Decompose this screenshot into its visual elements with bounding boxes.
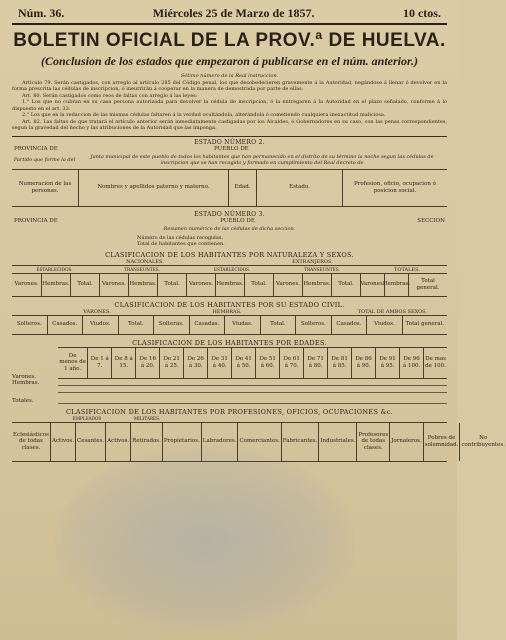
- column-header: Jornaleros.: [389, 423, 423, 461]
- decree-paragraph: Art. 80. Serán castigados como reos de faltas con arreglo á las leyes:: [22, 92, 198, 99]
- form-2-description: Junta municipal de este pueblo de todos los habitantes que han permanecido en el distrito de su término la noche segun las cédulas de inscripcion que se han recogido y formado en cumplimiento del Real decreto de: [90, 153, 434, 166]
- column-header: Comerciantes.: [237, 423, 280, 461]
- civil-table: [12, 301, 447, 335]
- state-3-label: ESTADO NÚMERO 3.: [194, 210, 265, 218]
- issue-date: Miércoles 25 de Marzo de 1857.: [152, 6, 315, 20]
- column-header: Retirados.: [130, 423, 162, 461]
- column-header: Activos.: [50, 423, 75, 461]
- column-header: Total.: [118, 316, 154, 334]
- table-heading: CLASIFICACION DE LOS HABITANTES POR NATURALEZA Y SEXOS.: [105, 250, 354, 259]
- column-header: Industriales.: [318, 423, 356, 461]
- state-2-label: ESTADO NÚMERO 2.: [194, 138, 265, 146]
- decree-paragraph: 2.° Los que en la redaccion de las mismas cédulas faltaren á la verdad ocultándola, alterándola ó cometiendo cualquiera inexactitud maliciosa.: [22, 112, 386, 118]
- row-label: Totales.: [12, 397, 34, 404]
- column-header: Hembras.: [302, 274, 331, 296]
- table-heading: CLASIFICACION DE LOS HABITANTES POR EDADES.: [132, 338, 327, 347]
- column-header: De 1 á 7.: [87, 348, 111, 378]
- column-header: Varones.: [360, 274, 384, 296]
- column-header: Total.: [260, 316, 296, 334]
- form-2-columns: [12, 169, 447, 207]
- profession-columns: [12, 422, 505, 462]
- party-label: Partido que forme la del: [13, 156, 76, 163]
- column-header: Cesantes.: [75, 423, 105, 461]
- group-label: EMPLEADOS: [72, 415, 102, 421]
- stamp-watermark: [55, 445, 355, 635]
- column-header: Total.: [157, 274, 186, 296]
- newspaper-subtitle: (Conclusion de los estados que empezaron á publicarse en el núm. anterior.): [40, 54, 419, 68]
- section-label: SECCION: [417, 217, 445, 224]
- column-header: De 41 á 50.: [231, 348, 255, 378]
- column-header: Casados.: [47, 316, 83, 334]
- civil-columns: [12, 315, 447, 335]
- column-header: De mas de 100.: [423, 348, 447, 378]
- column-header: De 31 á 40.: [207, 348, 231, 378]
- column-header: Total.: [244, 274, 273, 296]
- profession-table: [12, 407, 505, 462]
- decree-paragraph: 1.° Los que no cubran en su casa persona autorizada para devolver la cédula de inscripcion, ó la entregaren á la Autoridad en el plazo señalado, conforme á lo dispuesto en el art. 33.: [12, 99, 447, 112]
- issue-price: 10 ctos.: [402, 6, 441, 20]
- column-header: Hembras.: [128, 274, 157, 296]
- column-header: Nombres y apellidos paterno y materno.: [78, 170, 228, 206]
- row-label: Varones.: [12, 373, 37, 380]
- column-header: Activos.: [105, 423, 130, 461]
- newspaper-title: BOLETIN OFICIAL DE LA PROV.ª DE HUELVA.: [13, 30, 446, 51]
- column-header: De 8 á 15.: [111, 348, 135, 378]
- column-header: De 26 á 30.: [183, 348, 207, 378]
- column-header: Varones.: [14, 281, 39, 288]
- column-header: De 71 á 80.: [303, 348, 327, 378]
- issue-number: Núm. 36.: [18, 6, 65, 20]
- column-header: Hembras.: [215, 274, 244, 296]
- count-line: Número de las cédulas recogidas.: [137, 234, 223, 241]
- column-header: Hembras.: [41, 274, 70, 296]
- subgroup-label: ESTABLECIDOS.: [36, 266, 73, 272]
- column-header: Profesores de todas clases.: [356, 423, 389, 461]
- column-header: De 51 á 60.: [255, 348, 279, 378]
- column-header: Propietarios.: [162, 423, 201, 461]
- column-header: Profesion, oficio, ocupacion ó posicion social.: [342, 170, 447, 206]
- column-header: Total general.: [408, 274, 447, 296]
- column-header: Casadas.: [189, 316, 225, 334]
- column-header: Estado.: [256, 170, 342, 206]
- decree-heading: Sétimo número de la Real instruccion.: [180, 73, 279, 79]
- group-label: HEMBRAS.: [212, 308, 242, 315]
- form-3-description: Resumen numérico de las cédulas de dicha seccion.: [163, 225, 296, 232]
- column-header: Hembras.: [384, 274, 408, 296]
- age-columns: [58, 347, 447, 379]
- column-header: De menos de 1 año.: [59, 352, 86, 372]
- column-header: Varones.: [186, 274, 215, 296]
- column-header: De 21 á 25.: [159, 348, 183, 378]
- column-header: Solteras.: [153, 316, 189, 334]
- count-line: Total de habitantes que contienen.: [137, 240, 225, 247]
- masthead-rule: [12, 23, 447, 25]
- column-header: Edad.: [228, 170, 256, 206]
- column-header: Fabricantes.: [281, 423, 319, 461]
- form-state-3: [12, 211, 447, 247]
- column-header: Total.: [70, 274, 99, 296]
- group-label: VARONES.: [83, 308, 111, 315]
- column-header: De 86 á 90.: [351, 348, 375, 378]
- decree-paragraph: Artículo 79. Serán castigados, con arreglo al artículo 285 del Código penal, los que desobedecieren gravemente á la Autoridad, negándose á llenar ó devolver en la forma prescrita las cédulas de inscripcion, ó ineurrirán á cooperar en la manera de demostrada por parte de ellas.: [12, 79, 447, 92]
- column-header: De 16 á 20.: [135, 348, 159, 378]
- masthead: [12, 6, 447, 21]
- subgroup-label: TRANSEUNTES.: [304, 266, 340, 272]
- column-header: Solteros.: [16, 321, 42, 328]
- subgroup-label: TRANSEUNTES.: [124, 266, 160, 272]
- column-header: Varones.: [273, 274, 302, 296]
- table-heading: CLASIFICACION DE LOS HABITANTES POR SU ESTADO CIVIL.: [114, 300, 345, 309]
- column-header: Eclesiásticos de todas clases.: [13, 431, 49, 451]
- column-header: Total general.: [402, 316, 447, 334]
- decree-paragraph: Art. 82. Las faltas de que tratará el artículo anterior serán inmediatamente castigadas por los Alcaldes, ó Gobernadores en su caso, con las penas correspondientes, segun la gravedad del hecho y las atribuciones de la Autoridad que las imponga.: [12, 118, 447, 131]
- row-label: Hembras.: [12, 379, 40, 386]
- column-header: Labradores.: [201, 423, 238, 461]
- nature-columns: [12, 273, 447, 297]
- province-label: PROVINCIA DE: [14, 217, 58, 224]
- subgroup-label: ESTABLECIDOS.: [213, 266, 251, 272]
- group-label: NACIONALES.: [126, 258, 164, 265]
- column-header: Casados.: [331, 316, 367, 334]
- town-label: PUEBLO DE: [214, 145, 249, 152]
- column-header: De 96 á 100.: [399, 348, 423, 378]
- decree-text: [12, 73, 447, 132]
- column-header: Total.: [331, 274, 360, 296]
- column-header: Varones.: [99, 274, 128, 296]
- column-header: Numeracion de las personas.: [18, 181, 72, 194]
- column-header: Viudos.: [366, 316, 402, 334]
- nature-table: [12, 251, 447, 297]
- subgroup-label: TOTALES.: [394, 266, 420, 273]
- column-header: De 91 á 95.: [375, 348, 399, 378]
- table-heading: CLASIFICACION DE LOS HABITANTES POR PROFESIONES, OFICIOS, OCUPACIONES &c.: [66, 407, 393, 416]
- column-header: Viudos.: [82, 316, 118, 334]
- column-header: Pobres de solemnidad.: [423, 423, 460, 461]
- province-label: PROVINCIA DE: [14, 145, 58, 152]
- group-label: MILITARES.: [133, 415, 161, 421]
- column-header: Viudas.: [224, 316, 260, 334]
- column-header: No contribuyentes.: [459, 423, 506, 461]
- column-header: De 81 á 85.: [327, 348, 351, 378]
- group-label: TOTAL DE AMBOS SEXOS.: [357, 308, 427, 315]
- group-label: EXTRANJEROS.: [292, 258, 333, 265]
- form-state-2: [12, 136, 447, 207]
- column-header: De 61 á 70.: [279, 348, 303, 378]
- town-label: PUEBLO DE: [220, 217, 255, 224]
- column-header: Solteros.: [295, 316, 331, 334]
- age-table: [12, 339, 447, 404]
